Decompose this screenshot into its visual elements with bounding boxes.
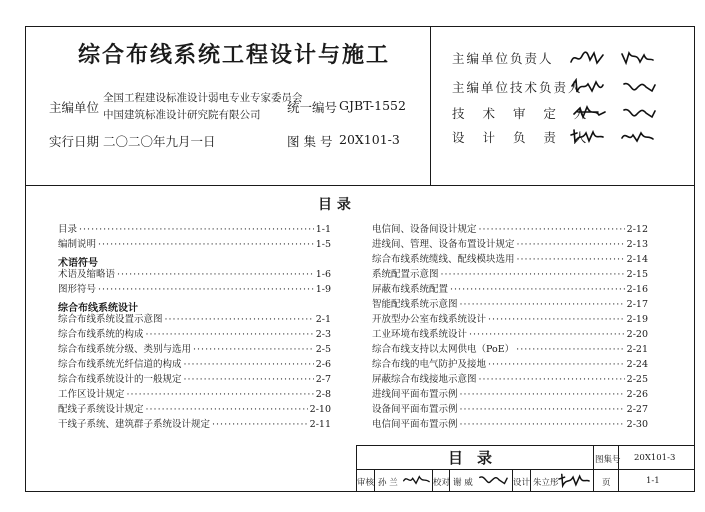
toc-entry[interactable] bbox=[372, 268, 648, 282]
toc-entry[interactable] bbox=[58, 343, 331, 357]
toc-entry-page: 2-20 bbox=[626, 329, 648, 340]
toc-entry-title: 综合布线系统分级、类别与选用 bbox=[58, 344, 192, 355]
toc-entry-page: 2-3 bbox=[315, 329, 331, 340]
toc-leader-dots bbox=[488, 358, 625, 372]
page-number: 1-1 bbox=[646, 476, 660, 486]
toc-entry-page: 2-12 bbox=[626, 224, 648, 235]
proof-label: 校对 bbox=[433, 478, 451, 488]
signature-2a bbox=[570, 78, 604, 94]
toc-leader-dots bbox=[517, 238, 625, 252]
toc-entry-title: 智能配线系统示意图 bbox=[372, 299, 458, 310]
toc-entry[interactable] bbox=[372, 388, 648, 402]
toc-entry-page: 1-1 bbox=[315, 224, 331, 235]
toc-leader-dots bbox=[479, 223, 625, 237]
toc-entry-title: 进线间平面布置示例 bbox=[372, 389, 458, 400]
toc-entry-title: 屏蔽综合布线接地示意图 bbox=[372, 374, 477, 385]
page-label: 页 bbox=[602, 478, 611, 488]
review-label: 审核 bbox=[357, 478, 375, 488]
toc-entry[interactable] bbox=[58, 373, 331, 387]
toc-leader-dots bbox=[127, 388, 314, 402]
toc-entry-page: 2-19 bbox=[626, 314, 648, 325]
toc-entry-title: 工业环境布线系统设计 bbox=[372, 329, 468, 340]
toc-leader-dots bbox=[450, 283, 625, 297]
effective-date-label: 实行日期 bbox=[49, 134, 100, 149]
toc-entry-title: 电信间平面布置示例 bbox=[372, 419, 458, 430]
toc-leader-dots bbox=[460, 388, 625, 402]
toc-entry-title: 综合布线系统光纤信道的构成 bbox=[58, 359, 182, 370]
toc-entry-title: 干线子系统、建筑群子系统设计规定 bbox=[58, 419, 211, 430]
toc-leader-dots bbox=[460, 298, 625, 312]
toc-entry[interactable] bbox=[372, 253, 648, 267]
toc-entry[interactable] bbox=[372, 358, 648, 372]
toc-entry-title: 图形符号 bbox=[58, 284, 97, 295]
toc-entry-title: 综合布线支持以太网供电（PoE） bbox=[372, 344, 515, 355]
title-block-col-7 bbox=[530, 469, 531, 492]
unified-number: GJBT-1552 bbox=[339, 98, 406, 113]
review-name: 孙 兰 bbox=[378, 478, 398, 488]
toc-entry[interactable] bbox=[58, 418, 331, 432]
toc-entry-page: 2-21 bbox=[626, 344, 648, 355]
title-block-title: 目录 bbox=[448, 449, 507, 467]
toc-entry[interactable] bbox=[372, 343, 648, 357]
toc-entry[interactable] bbox=[372, 283, 648, 297]
proof-signature bbox=[478, 472, 508, 488]
toc-entry-title: 综合布线系统缆线、配线模块选用 bbox=[372, 254, 515, 265]
title-block-atlas-number: 20X101-3 bbox=[634, 453, 676, 463]
toc-entry[interactable] bbox=[372, 373, 648, 387]
toc-leader-dots bbox=[469, 328, 625, 342]
toc-entry-title: 目录 bbox=[58, 224, 78, 235]
toc-entry-title: 开放型办公室布线系统设计 bbox=[372, 314, 487, 325]
atlas-number-label: 图 集 号 bbox=[287, 134, 333, 149]
header-column-divider bbox=[430, 26, 431, 185]
toc-leader-dots bbox=[460, 418, 625, 432]
toc-leader-dots bbox=[98, 238, 314, 252]
editor-label: 主编单位 bbox=[49, 100, 100, 115]
toc-entry-title: 电信间、设备间设计规定 bbox=[372, 224, 477, 235]
toc-leader-dots bbox=[212, 418, 308, 432]
toc-leader-dots bbox=[460, 403, 625, 417]
toc-entry-page: 2-11 bbox=[309, 419, 331, 430]
toc-entry[interactable] bbox=[372, 328, 648, 342]
toc-entry-page: 1-5 bbox=[315, 239, 331, 250]
role-chief-unit-head: 主编单位负责人 bbox=[452, 51, 554, 66]
toc-leader-dots bbox=[517, 253, 625, 267]
toc-leader-dots bbox=[117, 268, 314, 282]
toc-entry-page: 1-9 bbox=[315, 284, 331, 295]
toc-section-heading: 术语符号 bbox=[58, 258, 98, 269]
toc-entry-title: 综合布线系统的构成 bbox=[58, 329, 144, 340]
toc-entry[interactable] bbox=[58, 313, 331, 327]
toc-entry-title: 配线子系统设计规定 bbox=[58, 404, 144, 415]
toc-leader-dots bbox=[193, 343, 314, 357]
design-name: 朱立彤 bbox=[533, 478, 559, 488]
title-block-atlas-label: 图集号 bbox=[595, 455, 621, 465]
toc-entry-page: 2-6 bbox=[315, 359, 331, 370]
toc-entry-page: 2-13 bbox=[626, 239, 648, 250]
toc-entry-title: 编制说明 bbox=[58, 239, 97, 250]
toc-leader-dots bbox=[165, 313, 314, 327]
toc-entry-page: 2-7 bbox=[315, 374, 331, 385]
review-signature bbox=[402, 472, 430, 488]
toc-entry-page: 2-30 bbox=[626, 419, 648, 430]
signature-3b bbox=[622, 105, 656, 121]
signature-3a bbox=[572, 104, 606, 120]
toc-entry-title: 进线间、管理、设备布置设计规定 bbox=[372, 239, 515, 250]
toc-entry[interactable] bbox=[58, 328, 331, 342]
toc-entry[interactable] bbox=[58, 223, 331, 237]
role-design-head: 设 计 负 责 人 bbox=[452, 130, 594, 145]
toc-leader-dots bbox=[184, 358, 314, 372]
signature-4b bbox=[620, 129, 654, 145]
toc-entry-page: 2-1 bbox=[315, 314, 331, 325]
toc-entry-page: 2-17 bbox=[626, 299, 648, 310]
toc-entry-title: 系统配置示意图 bbox=[372, 269, 439, 280]
toc-leader-dots bbox=[184, 373, 314, 387]
toc-entry-title: 综合布线系统设计的一般规定 bbox=[58, 374, 182, 385]
toc-leader-dots bbox=[79, 223, 314, 237]
toc-entry-page: 2-16 bbox=[626, 284, 648, 295]
toc-entry-page: 2-24 bbox=[626, 359, 648, 370]
toc-entry[interactable] bbox=[58, 283, 331, 297]
toc-entry[interactable] bbox=[372, 418, 648, 432]
toc-entry[interactable] bbox=[372, 238, 648, 252]
effective-date: 二〇二〇年九月一日 bbox=[103, 134, 216, 149]
toc-entry-page: 2-26 bbox=[626, 389, 648, 400]
role-technical-approver: 技 术 审 定 人 bbox=[452, 106, 594, 121]
toc-entry-page: 2-14 bbox=[626, 254, 648, 265]
toc-leader-dots bbox=[441, 268, 625, 282]
design-label: 设计 bbox=[513, 478, 531, 488]
toc-entry-title: 设备间平面布置示例 bbox=[372, 404, 458, 415]
unified-number-label: 统一编号 bbox=[287, 100, 338, 115]
toc-entry-page: 2-8 bbox=[315, 389, 331, 400]
toc-leader-dots bbox=[479, 373, 625, 387]
toc-entry-page: 2-27 bbox=[626, 404, 648, 415]
toc-entry-title: 术语及缩略语 bbox=[58, 269, 116, 280]
signature-1a bbox=[570, 50, 604, 66]
toc-entry-title: 综合布线的电气防护及接地 bbox=[372, 359, 487, 370]
toc-entry[interactable] bbox=[372, 298, 648, 312]
toc-entry[interactable] bbox=[58, 268, 331, 282]
toc-entry[interactable] bbox=[372, 313, 648, 327]
toc-entry-title: 综合布线系统设置示意图 bbox=[58, 314, 163, 325]
signature-4a bbox=[570, 128, 604, 144]
role-technical-head: 主编单位技术负责人 bbox=[452, 80, 583, 95]
title-block-top-rule bbox=[356, 445, 695, 446]
toc-entry[interactable] bbox=[372, 403, 648, 417]
editor-unit-2: 中国建筑标准设计研究院有限公司 bbox=[103, 109, 261, 121]
toc-leader-dots bbox=[146, 328, 314, 342]
document-title: 综合布线系统工程设计与施工 bbox=[78, 43, 391, 68]
title-block-mid-rule bbox=[356, 469, 695, 470]
toc-entry-title: 工作区设计规定 bbox=[58, 389, 125, 400]
atlas-number: 20X101-3 bbox=[339, 132, 400, 147]
toc-leader-dots bbox=[516, 343, 624, 357]
toc-heading: 目 录 bbox=[318, 197, 351, 213]
toc-entry[interactable] bbox=[58, 358, 331, 372]
toc-section-heading: 综合布线系统设计 bbox=[58, 303, 138, 314]
header-divider bbox=[25, 185, 695, 186]
toc-entry-page: 2-5 bbox=[315, 344, 331, 355]
toc-entry-page: 1-6 bbox=[315, 269, 331, 280]
toc-leader-dots bbox=[488, 313, 625, 327]
proof-name: 谢 威 bbox=[453, 478, 473, 488]
editor-unit-1: 全国工程建设标准设计弱电专业专家委员会 bbox=[103, 92, 303, 104]
toc-entry-page: 2-15 bbox=[626, 269, 648, 280]
toc-leader-dots bbox=[146, 403, 308, 417]
signature-1b bbox=[620, 50, 654, 66]
toc-leader-dots bbox=[98, 283, 314, 297]
toc-entry-page: 2-10 bbox=[309, 404, 331, 415]
signature-2b bbox=[622, 79, 656, 95]
toc-entry-page: 2-25 bbox=[626, 374, 648, 385]
design-signature bbox=[558, 472, 590, 488]
toc-entry[interactable] bbox=[372, 223, 648, 237]
toc-entry-title: 屏蔽布线系统配置 bbox=[372, 284, 449, 295]
toc-entry[interactable] bbox=[58, 388, 331, 402]
title-block-col-3 bbox=[374, 469, 375, 492]
toc-entry[interactable] bbox=[58, 238, 331, 252]
title-block-col-1 bbox=[593, 445, 594, 492]
toc-entry[interactable] bbox=[58, 403, 331, 417]
